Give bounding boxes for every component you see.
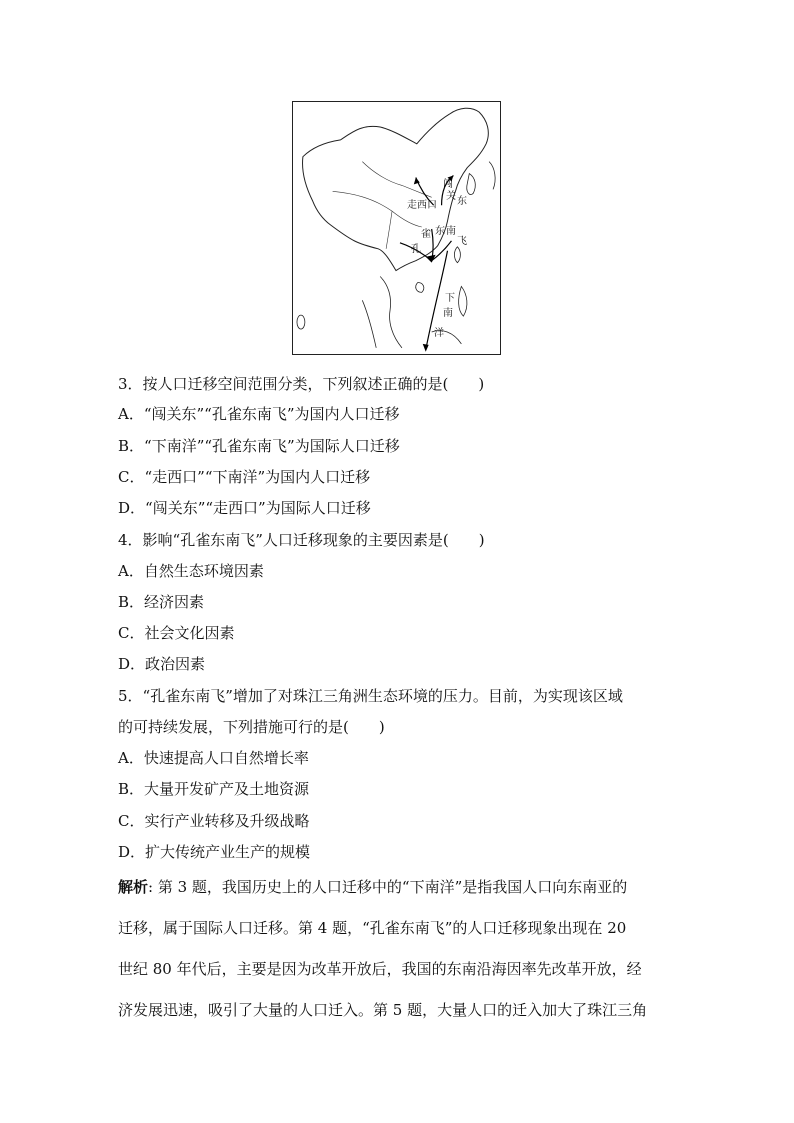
map-label-nan2: 南 (443, 308, 453, 319)
explanation-line-4: 济发展迅速，吸引了大量的人口迁入。第 5 题，大量人口的迁入加大了珠江三角 (118, 1001, 648, 1019)
inner-line-2 (362, 162, 431, 198)
question-3-option-a: A．“闯关东”“孔雀东南飞”为国内人口迁移 (118, 405, 400, 423)
arrowhead-xianyang (423, 344, 429, 352)
explanation-label: 解析 (118, 878, 149, 896)
map-label-fei: 飞 (457, 236, 467, 247)
question-4-option-a: A．自然生态环境因素 (118, 562, 264, 580)
map-label-guan: 关 (446, 191, 456, 202)
map-outline-svg (293, 102, 500, 354)
map-label-dong1: 东 (457, 196, 467, 207)
question-3-option-c: C．“走西口”“下南洋”为国内人口迁移 (118, 468, 371, 486)
map-label-que: 雀 (421, 229, 431, 240)
map-label-yang: 洋 (434, 328, 444, 339)
question-5-stem-line1: 5．“孔雀东南飞”增加了对珠江三角洲生态环境的压力。目前，为实现该区域 (118, 687, 623, 705)
question-3-option-b: B．“下南洋”“孔雀东南飞”为国际人口迁移 (118, 437, 400, 455)
korea-peninsula (467, 174, 476, 195)
arrow-kongque-3 (432, 241, 452, 261)
question-4-option-c: C．社会文化因素 (118, 624, 235, 642)
question-4-option-d: D．政治因素 (118, 655, 206, 673)
china-migration-map (292, 101, 501, 355)
explanation-line-1-text: : 第 3 题，我国历史上的人口迁移中的“下南洋”是指我国人口向东南亚的 (148, 878, 628, 896)
question-5-option-c: C．实行产业转移及升级战略 (118, 812, 310, 830)
inner-line-3 (386, 211, 392, 249)
question-5-option-b: B．大量开发矿产及土地资源 (118, 780, 310, 798)
japan-islands (489, 162, 495, 190)
question-5-stem-line2: 的可持续发展，下列措施可行的是( ) (118, 718, 385, 736)
map-label-kong: 孔 (411, 244, 421, 255)
map-label-nan1: 南 (446, 226, 456, 237)
southeast-asia (362, 277, 402, 348)
question-3-stem: 3．按人口迁移空间范围分类，下列叙述正确的是( ) (118, 375, 485, 393)
map-label-xia: 下 (445, 293, 455, 304)
philippines (459, 286, 467, 316)
explanation-line-1 (118, 877, 678, 897)
map-label-zouxikou: 走西口 (407, 200, 437, 211)
question-3-option-d: D．“闯关东”“走西口”为国际人口迁移 (118, 499, 371, 517)
explanation-line-2: 迁移，属于国际人口迁移。第 4 题，“孔雀东南飞”的人口迁移现象出现在 20 (118, 919, 627, 937)
map-label-dong2: 东 (435, 226, 445, 237)
hainan (416, 282, 424, 292)
question-5-option-a: A．快速提高人口自然增长率 (118, 749, 309, 767)
question-5-option-d: D．扩大传统产业生产的规模 (118, 843, 311, 861)
question-4-option-b: B．经济因素 (118, 593, 205, 611)
question-4-stem: 4．影响“孔雀东南飞”人口迁移现象的主要因素是( ) (118, 531, 485, 549)
map-label-chuang: 闯 (443, 179, 453, 190)
explanation-line-3: 世纪 80 年代后，主要是因为改革开放后，我国的东南沿海因率先改革开放，经 (118, 960, 642, 978)
island-west (297, 315, 305, 329)
taiwan (454, 247, 460, 263)
